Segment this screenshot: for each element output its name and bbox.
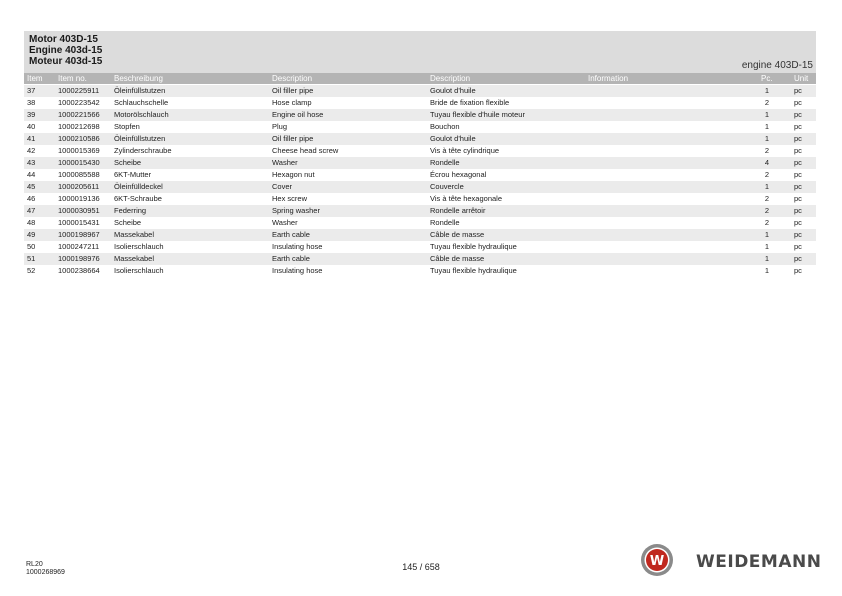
cell-item-no: 1000198967 xyxy=(58,230,100,239)
cell-item-no: 1000198976 xyxy=(58,254,100,263)
col-item-no: Item no. xyxy=(58,74,87,83)
cell-pc: 4 xyxy=(764,158,770,167)
cell-item: 49 xyxy=(27,230,36,239)
cell-pc: 2 xyxy=(764,206,770,215)
cell-item-no: 1000030951 xyxy=(58,206,100,215)
cell-pc: 1 xyxy=(764,230,770,239)
cell-description-fr: Bride de fixation flexible xyxy=(430,98,510,107)
cell-description-en: Spring washer xyxy=(272,206,320,215)
cell-unit: pc xyxy=(794,86,802,95)
cell-pc: 1 xyxy=(764,122,770,131)
cell-description-fr: Câble de masse xyxy=(430,254,485,263)
cell-unit: pc xyxy=(794,182,802,191)
cell-pc: 1 xyxy=(764,242,770,251)
cell-unit: pc xyxy=(794,230,802,239)
weidemann-logo-icon xyxy=(640,543,674,577)
cell-description-fr: Rondelle xyxy=(430,158,460,167)
cell-description-en: Plug xyxy=(272,122,288,131)
cell-item-no: 1000015430 xyxy=(58,158,100,167)
cell-pc: 1 xyxy=(764,134,770,143)
cell-item-no: 1000225911 xyxy=(58,86,100,95)
cell-item: 48 xyxy=(27,218,36,227)
cell-description-en: Washer xyxy=(272,158,298,167)
cell-beschreibung: 6KT-Mutter xyxy=(114,170,152,179)
cell-unit: pc xyxy=(794,206,802,215)
cell-beschreibung: Motorölschlauch xyxy=(114,110,169,119)
cell-description-en: Oil filler pipe xyxy=(272,86,314,95)
cell-item: 44 xyxy=(27,170,36,179)
cell-item-no: 1000223542 xyxy=(58,98,100,107)
table-row xyxy=(24,85,816,97)
cell-unit: pc xyxy=(794,134,802,143)
cell-description-fr: Écrou hexagonal xyxy=(430,170,487,179)
cell-description-fr: Vis à tête hexagonale xyxy=(430,194,503,203)
table-row xyxy=(24,217,816,229)
cell-unit: pc xyxy=(794,170,802,179)
table-row xyxy=(24,157,816,169)
cell-beschreibung: 6KT-Schraube xyxy=(114,194,162,203)
cell-pc: 2 xyxy=(764,170,770,179)
cell-item: 47 xyxy=(27,206,36,215)
cell-description-fr: Tuyau flexible hydraulique xyxy=(430,242,517,251)
cell-item-no: 1000019136 xyxy=(58,194,100,203)
cell-beschreibung: Scheibe xyxy=(114,158,142,167)
cell-description-en: Earth cable xyxy=(272,230,310,239)
cell-item-no: 1000210586 xyxy=(58,134,100,143)
cell-description-fr: Bouchon xyxy=(430,122,460,131)
cell-description-fr: Goulot d'huile xyxy=(430,86,476,95)
cell-unit: pc xyxy=(794,254,802,263)
table-row xyxy=(24,181,816,193)
cell-pc: 1 xyxy=(764,86,770,95)
cell-unit: pc xyxy=(794,194,802,203)
col-information: Information xyxy=(588,74,629,83)
col-pc: Pc. xyxy=(761,74,773,83)
logo-letter: W xyxy=(649,554,665,569)
cell-description-en: Engine oil hose xyxy=(272,110,324,119)
table-row xyxy=(24,205,816,217)
cell-description-fr: Tuyau flexible d'huile moteur xyxy=(430,110,525,119)
title-en: Engine 403d-15 xyxy=(29,45,103,56)
cell-item-no: 1000015431 xyxy=(58,218,100,227)
cell-description-en: Cover xyxy=(272,182,293,191)
col-beschreibung: Beschreibung xyxy=(114,74,163,83)
table-row xyxy=(24,241,816,253)
cell-beschreibung: Öleinfüllstutzen xyxy=(114,134,166,143)
cell-item: 37 xyxy=(27,86,36,95)
table-header xyxy=(24,73,816,84)
cell-unit: pc xyxy=(794,242,802,251)
cell-unit: pc xyxy=(794,218,802,227)
cell-unit: pc xyxy=(794,98,802,107)
cell-item: 51 xyxy=(27,254,36,263)
title-fr: Moteur 403d-15 xyxy=(29,56,103,67)
table-row xyxy=(24,133,816,145)
parts-table xyxy=(24,85,816,277)
cell-pc: 2 xyxy=(764,98,770,107)
cell-item-no: 1000238664 xyxy=(58,266,100,275)
cell-item-no: 1000015369 xyxy=(58,146,100,155)
cell-description-en: Oil filler pipe xyxy=(272,134,314,143)
cell-item-no: 1000212698 xyxy=(58,122,100,131)
table-row xyxy=(24,229,816,241)
table-row xyxy=(24,193,816,205)
cell-description-fr: Rondelle xyxy=(430,218,460,227)
cell-item: 46 xyxy=(27,194,36,203)
footer-code-1: RL20 xyxy=(26,561,43,568)
cell-item: 39 xyxy=(27,110,36,119)
cell-description-fr: Vis à tête cylindrique xyxy=(430,146,500,155)
cell-description-en: Hexagon nut xyxy=(272,170,315,179)
table-row xyxy=(24,265,816,277)
cell-beschreibung: Isolierschlauch xyxy=(114,266,164,275)
page-number: 145 / 658 xyxy=(402,562,440,572)
cell-description-en: Hose clamp xyxy=(272,98,312,107)
cell-pc: 1 xyxy=(764,266,770,275)
cell-item: 41 xyxy=(27,134,36,143)
cell-beschreibung: Massekabel xyxy=(114,254,155,263)
cell-description-fr: Couvercle xyxy=(430,182,464,191)
table-row xyxy=(24,169,816,181)
cell-item-no: 1000221566 xyxy=(58,110,100,119)
cell-unit: pc xyxy=(794,266,802,275)
cell-item: 43 xyxy=(27,158,36,167)
cell-description-en: Insulating hose xyxy=(272,242,323,251)
table-row xyxy=(24,145,816,157)
cell-unit: pc xyxy=(794,122,802,131)
footer-code-2: 1000268969 xyxy=(26,569,65,576)
cell-item: 50 xyxy=(27,242,36,251)
col-description-fr: Description xyxy=(430,74,471,83)
title-de: Motor 403D-15 xyxy=(29,34,98,45)
cell-description-en: Cheese head screw xyxy=(272,146,339,155)
cell-item: 42 xyxy=(27,146,36,155)
cell-description-fr: Rondelle arrêtoir xyxy=(430,206,486,215)
cell-description-en: Insulating hose xyxy=(272,266,323,275)
table-row xyxy=(24,109,816,121)
cell-pc: 1 xyxy=(764,254,770,263)
col-unit: Unit xyxy=(794,74,809,83)
cell-description-fr: Goulot d'huile xyxy=(430,134,476,143)
cell-beschreibung: Schlauchschelle xyxy=(114,98,169,107)
cell-description-en: Earth cable xyxy=(272,254,310,263)
cell-unit: pc xyxy=(794,158,802,167)
brand-name: WEIDEMANN xyxy=(696,552,822,572)
cell-beschreibung: Federring xyxy=(114,206,147,215)
cell-description-en: Hex screw xyxy=(272,194,308,203)
cell-pc: 2 xyxy=(764,146,770,155)
cell-item-no: 1000085588 xyxy=(58,170,100,179)
cell-item-no: 1000247211 xyxy=(58,242,100,251)
cell-pc: 2 xyxy=(764,218,770,227)
cell-pc: 2 xyxy=(764,194,770,203)
cell-pc: 1 xyxy=(764,110,770,119)
cell-beschreibung: Öleinfüllstutzen xyxy=(114,86,166,95)
document-header xyxy=(24,31,816,73)
cell-description-en: Washer xyxy=(272,218,298,227)
cell-item: 38 xyxy=(27,98,36,107)
cell-unit: pc xyxy=(794,110,802,119)
cell-beschreibung: Scheibe xyxy=(114,218,142,227)
cell-item: 45 xyxy=(27,182,36,191)
table-row xyxy=(24,97,816,109)
cell-unit: pc xyxy=(794,146,802,155)
cell-description-fr: Tuyau flexible hydraulique xyxy=(430,266,517,275)
cell-item: 52 xyxy=(27,266,36,275)
col-item: Item xyxy=(27,74,43,83)
cell-beschreibung: Öleinfülldeckel xyxy=(114,182,163,191)
cell-item: 40 xyxy=(27,122,36,131)
cell-pc: 1 xyxy=(764,182,770,191)
header-model-label: engine 403D-15 xyxy=(741,60,813,71)
cell-beschreibung: Zylinderschraube xyxy=(114,146,172,155)
table-row xyxy=(24,121,816,133)
cell-beschreibung: Stopfen xyxy=(114,122,140,131)
table-row xyxy=(24,253,816,265)
col-description-en: Description xyxy=(272,74,313,83)
cell-beschreibung: Massekabel xyxy=(114,230,155,239)
cell-item-no: 1000205611 xyxy=(58,182,100,191)
cell-beschreibung: Isolierschlauch xyxy=(114,242,164,251)
cell-description-fr: Câble de masse xyxy=(430,230,485,239)
